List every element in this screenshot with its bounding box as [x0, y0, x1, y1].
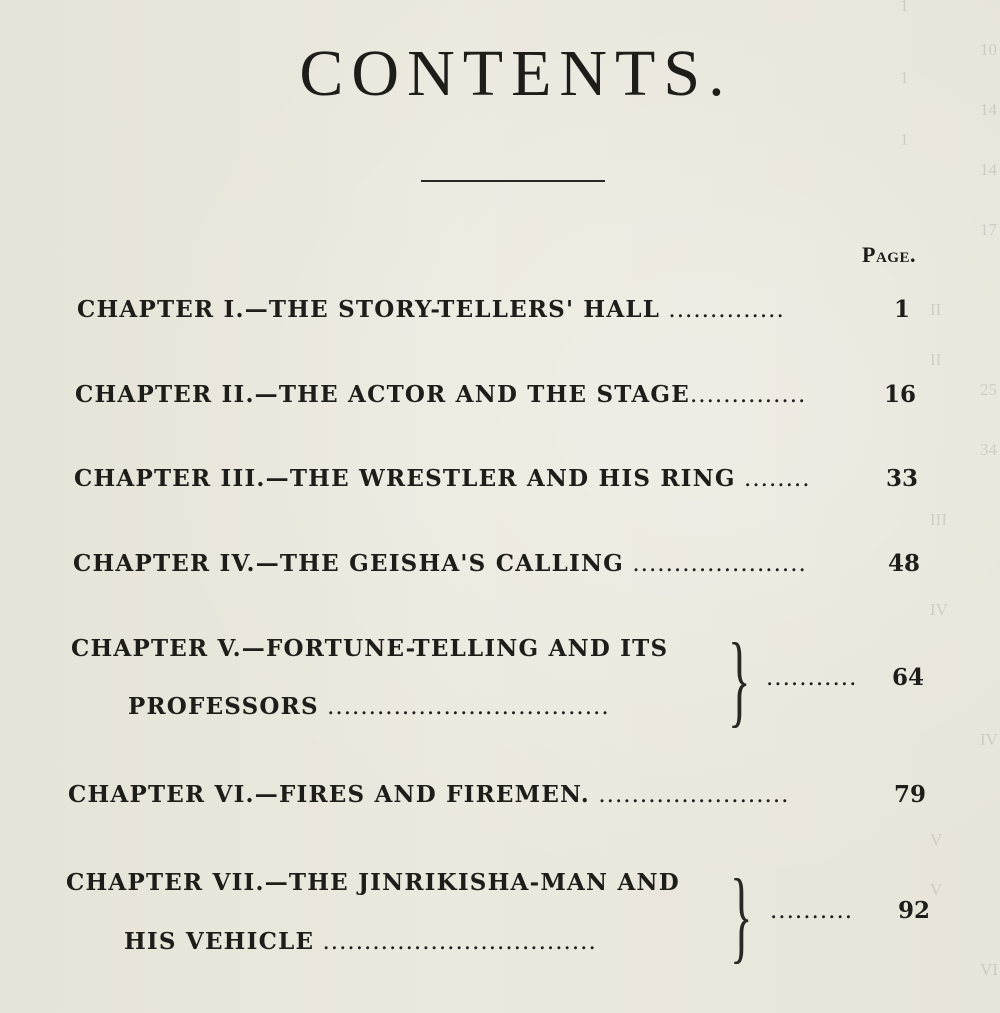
toc-entry-5[interactable]	[71, 635, 668, 662]
leader-dots: ..............	[689, 382, 807, 408]
toc-entry-page: 64	[891, 664, 924, 691]
grouping-brace: }	[728, 622, 751, 737]
leader-dots: .......................	[590, 782, 790, 808]
grouping-brace: }	[730, 858, 753, 973]
toc-entry-5-line2[interactable]	[128, 693, 610, 720]
brace-leader	[766, 664, 857, 691]
leader-dots: .................................	[314, 929, 597, 955]
toc-entry-page: 79	[893, 781, 926, 808]
toc-entry-4[interactable]	[73, 550, 807, 577]
toc-entry-page: 92	[897, 897, 930, 924]
brace-leader	[770, 897, 853, 924]
toc-entry-6[interactable]	[68, 781, 789, 808]
title-rule	[421, 180, 605, 182]
toc-entry-1[interactable]	[77, 296, 785, 323]
toc-entry-7-line2[interactable]	[124, 928, 597, 955]
page-column-label: Page.	[862, 242, 916, 267]
toc-entry-7[interactable]	[66, 869, 680, 896]
toc-entry-2[interactable]	[75, 381, 806, 408]
toc-entry-title: CHAPTER I.—THE STORY-TELLERS' HALL	[77, 296, 661, 323]
leader-dots: ..................................	[318, 694, 610, 720]
leader-dots: .....................	[624, 551, 807, 577]
leader-dots: ........	[735, 466, 811, 492]
toc-entry-page: 16	[883, 381, 916, 408]
toc-entry-title: CHAPTER VI.—FIRES AND FIREMEN.	[68, 781, 591, 808]
toc-entry-title-cont: HIS VEHICLE	[124, 928, 315, 955]
toc-entry-title-cont: PROFESSORS	[128, 693, 319, 720]
toc-entry-page: 1	[893, 296, 910, 323]
toc-entry-title: CHAPTER III.—THE WRESTLER AND HIS RING	[74, 465, 736, 492]
toc-entry-title: CHAPTER V.—FORTUNE-TELLING AND ITS	[71, 635, 669, 662]
toc-entry-page: 48	[887, 550, 920, 577]
toc-entry-page: 33	[885, 465, 918, 492]
leader-dots: ..............	[660, 297, 785, 323]
toc-entry-title: CHAPTER IV.—THE GEISHA'S CALLING	[73, 550, 625, 577]
bleed-through-text: 1 1 1 10 14 14 17 II II 25 34 III IV IV V V VI	[900, 0, 998, 979]
toc-entry-3[interactable]	[74, 465, 811, 492]
leader-dots: ...........	[766, 665, 858, 691]
leader-dots: ..........	[770, 898, 854, 924]
toc-entry-title: CHAPTER II.—THE ACTOR AND THE STAGE	[75, 381, 690, 408]
toc-entry-title: CHAPTER VII.—THE JINRIKISHA-MAN AND	[66, 869, 680, 896]
page-title: CONTENTS.	[299, 37, 733, 110]
